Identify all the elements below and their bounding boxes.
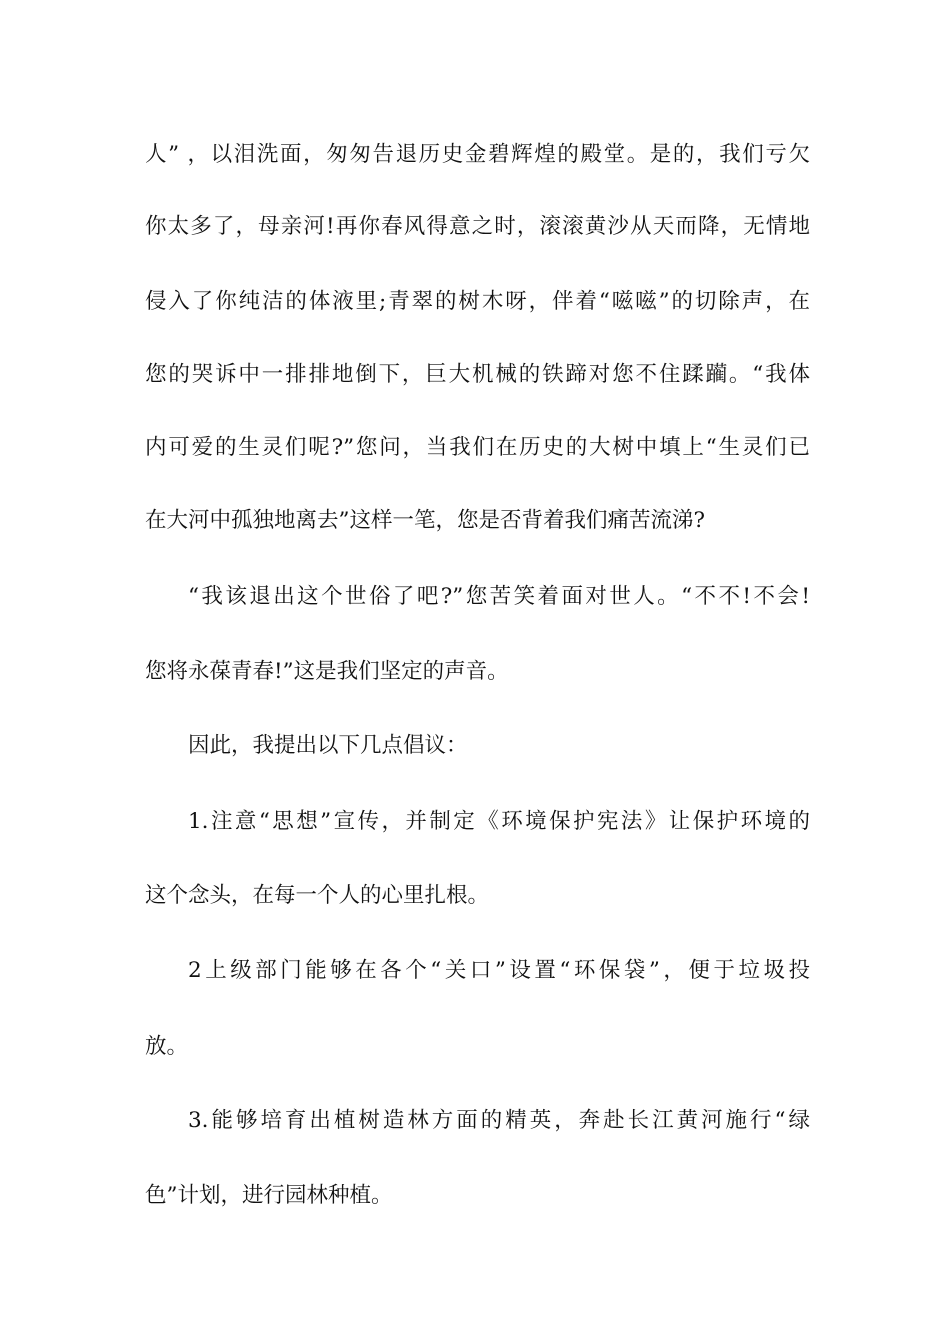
paragraph-line-3: 侵入了你纯洁的体液里;青翠的树木呀，伴着“嗞嗞”的切除声，在 xyxy=(145,289,810,314)
proposal-item-2-line-1: 2上级部门能够在各个“关口”设置“环保袋”，便于垃圾投 xyxy=(188,958,810,983)
paragraph-line-8: 您将永葆青春!”这是我们坚定的声音。 xyxy=(145,659,509,684)
proposal-item-3-line-1: 3.能够培育出植树造林方面的精英，奔赴长江黄河施行“绿 xyxy=(188,1108,810,1133)
proposal-intro: 因此，我提出以下几点倡议： xyxy=(188,733,468,758)
proposal-item-1-line-2: 这个念头，在每一个人的心里扎根。 xyxy=(145,883,490,908)
paragraph-line-6: 在大河中孤独地离去”这样一笔，您是否背着我们痛苦流涕? xyxy=(145,508,706,533)
paragraph-line-7: “我该退出这个世俗了吧?”您苦笑着面对世人。“不不!不会! xyxy=(188,584,810,609)
paragraph-line-5: 内可爱的生灵们呢?”您问，当我们在历史的大树中填上“生灵们已 xyxy=(145,435,810,460)
paragraph-line-4: 您的哭诉中一排排地倒下，巨大机械的铁蹄对您不住蹂躏。“我体 xyxy=(145,362,810,387)
paragraph-line-2: 你太多了，母亲河!再你春风得意之时，滚滚黄沙从天而降，无情地 xyxy=(145,214,810,239)
proposal-item-1-line-1: 1.注意“思想”宣传，并制定《环境保护宪法》让保护环境的 xyxy=(188,809,810,834)
proposal-item-2-line-2: 放。 xyxy=(145,1034,189,1059)
proposal-item-3-line-2: 色”计划，进行园林种植。 xyxy=(145,1183,393,1208)
paragraph-line-1: 人” ，以泪洗面，匆匆告退历史金碧辉煌的殿堂。是的，我们亏欠 xyxy=(145,142,810,167)
